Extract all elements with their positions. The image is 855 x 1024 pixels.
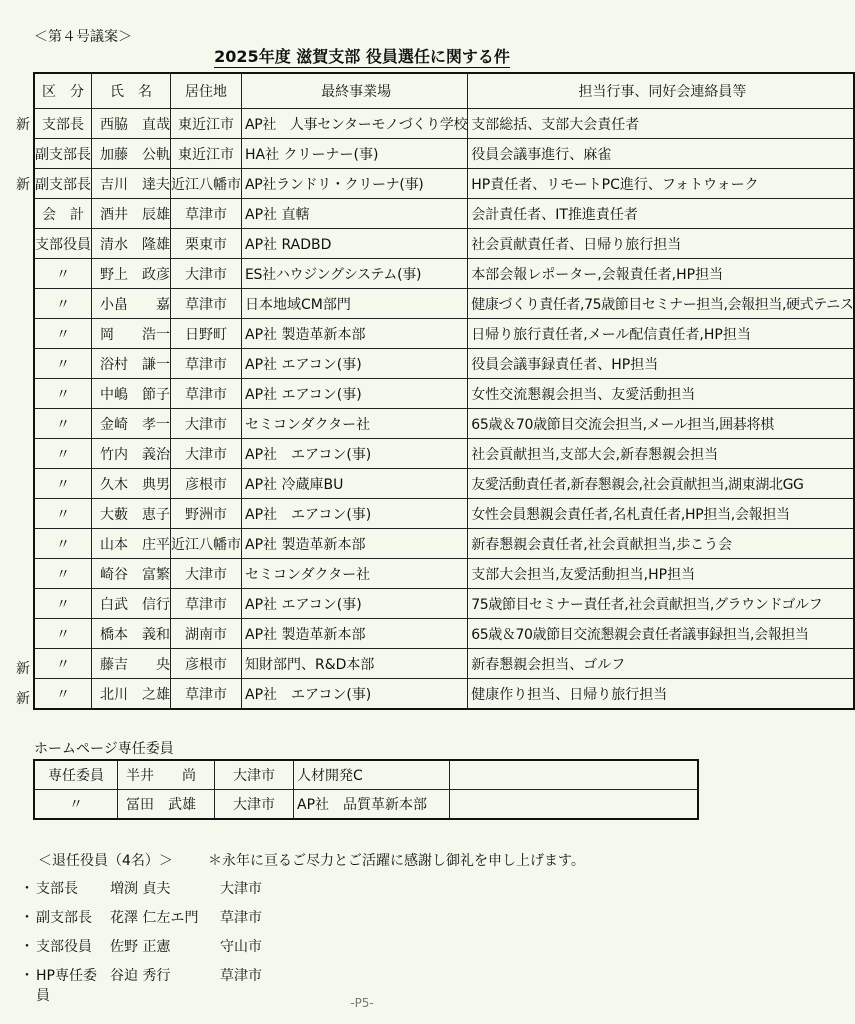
- officer-name: 小畠 嘉: [92, 289, 171, 319]
- officer-workplace: HA社 クリーナー(事): [242, 139, 468, 169]
- officer-duty: 支部総括、支部大会責任者: [468, 109, 855, 139]
- officer-name: 崎谷 富繁: [92, 559, 171, 589]
- new-officer-mark: 新: [16, 660, 30, 677]
- header-name: 氏 名: [92, 73, 171, 109]
- officer-residence: 湖南市: [171, 619, 242, 649]
- hp-name: 冨田 武雄: [118, 790, 215, 820]
- officer-name: 岡 浩一: [92, 319, 171, 349]
- table-row: [34, 469, 854, 499]
- officer-role: 〃: [34, 409, 92, 439]
- officer-workplace: セミコンダクター社: [242, 409, 468, 439]
- officer-workplace: AP社 冷蔵庫BU: [242, 469, 468, 499]
- officer-workplace: AP社 RADBD: [242, 229, 468, 259]
- retired-role: 副支部長: [36, 910, 92, 926]
- hp-workplace: AP社 品質革新本部: [294, 790, 450, 820]
- officer-duty: 本部会報レポーター,会報責任者,HP担当: [468, 259, 855, 289]
- header-residence: 居住地: [171, 73, 242, 109]
- officer-duty: 新春懇親会担当、ゴルフ: [468, 649, 855, 679]
- officer-workplace: AP社ランドリ・クリーナ(事): [242, 169, 468, 199]
- officer-residence: 彦根市: [171, 649, 242, 679]
- officer-residence: 東近江市: [171, 109, 242, 139]
- officer-residence: 草津市: [171, 289, 242, 319]
- officer-workplace: AP社 直轄: [242, 199, 468, 229]
- new-officer-mark: 新: [16, 690, 30, 707]
- officer-duty: 健康作り担当、日帰り旅行担当: [468, 679, 855, 710]
- hp-committee-table: [33, 759, 699, 820]
- table-header: [34, 73, 854, 109]
- page-title: 2025年度 滋賀支部 役員選任に関する件: [214, 47, 510, 66]
- officer-residence: 大津市: [171, 409, 242, 439]
- officer-role: 〃: [34, 559, 92, 589]
- table-row: [34, 559, 854, 589]
- hp-residence: 大津市: [215, 790, 294, 820]
- officer-name: 白武 信行: [92, 589, 171, 619]
- officers-table: [33, 72, 855, 710]
- officer-name: 金崎 孝一: [92, 409, 171, 439]
- agenda-label: ＜第４号議案＞: [34, 29, 132, 45]
- new-officer-mark: 新: [16, 117, 30, 133]
- officer-residence: 栗東市: [171, 229, 242, 259]
- hp-workplace: 人材開発C: [294, 760, 450, 790]
- officer-duty: 社会貢献担当,支部大会,新春懇親会担当: [468, 439, 855, 469]
- officer-residence: 草津市: [171, 379, 242, 409]
- officer-role: 〃: [34, 619, 92, 649]
- officer-workplace: AP社 製造革新本部: [242, 619, 468, 649]
- officer-residence: 日野町: [171, 319, 242, 349]
- officer-duty: HP責任者、リモートPC進行、フォトウォーク: [468, 169, 855, 199]
- officer-workplace: AP社 人事センターモノづくり学校: [242, 109, 468, 139]
- retired-list: [20, 878, 262, 1004]
- officer-role: 〃: [34, 469, 92, 499]
- officer-workplace: セミコンダクター社: [242, 559, 468, 589]
- table-row: [34, 199, 854, 229]
- officer-workplace: AP社 エアコン(事): [242, 439, 468, 469]
- officer-name: 大藪 恵子: [92, 499, 171, 529]
- officer-name: 藤吉 央: [92, 649, 171, 679]
- officer-role: 会 計: [34, 199, 92, 229]
- officer-name: 浴村 謙一: [92, 349, 171, 379]
- table-row: [34, 679, 854, 710]
- officer-workplace: AP社 エアコン(事): [242, 499, 468, 529]
- officer-workplace: AP社 エアコン(事): [242, 349, 468, 379]
- officer-duty: 75歳節目セミナー責任者,社会貢献担当,グラウンドゴルフ: [468, 589, 855, 619]
- retired-residence: 大津市: [220, 881, 262, 897]
- officer-role: 〃: [34, 499, 92, 529]
- officer-name: 野上 政彦: [92, 259, 171, 289]
- table-row: [34, 439, 854, 469]
- officer-workplace: 知財部門、R&D本部: [242, 649, 468, 679]
- officer-residence: 草津市: [171, 349, 242, 379]
- officer-name: 加藤 公軌: [92, 139, 171, 169]
- officer-residence: 草津市: [171, 679, 242, 710]
- bullet: ・: [20, 939, 34, 955]
- table-row: [34, 790, 698, 820]
- officer-duty: 65歳＆70歳節目交流懇親会責任者議事録担当,会報担当: [468, 619, 855, 649]
- bullet: ・: [20, 910, 34, 926]
- list-item: [20, 936, 262, 965]
- officer-workplace: AP社 製造革新本部: [242, 319, 468, 349]
- officer-residence: 東近江市: [171, 139, 242, 169]
- officer-residence: 草津市: [171, 589, 242, 619]
- officer-duty: 日帰り旅行責任者,メール配信責任者,HP担当: [468, 319, 855, 349]
- table-row: [34, 529, 854, 559]
- retired-residence: 草津市: [220, 968, 262, 984]
- table-row: [34, 319, 854, 349]
- table-row: [34, 760, 698, 790]
- hp-role: 〃: [34, 790, 118, 820]
- table-row: [34, 229, 854, 259]
- officer-residence: 大津市: [171, 559, 242, 589]
- officer-residence: 野洲市: [171, 499, 242, 529]
- hp-role: 専任委員: [34, 760, 118, 790]
- header-role: 区 分: [34, 73, 92, 109]
- retired-name: 増渕 貞夫: [110, 881, 171, 897]
- officer-role: 〃: [34, 349, 92, 379]
- table-row: [34, 349, 854, 379]
- officer-role: 〃: [34, 649, 92, 679]
- officer-duty: 支部大会担当,友愛活動担当,HP担当: [468, 559, 855, 589]
- officer-residence: 草津市: [171, 199, 242, 229]
- hp-name: 半井 尚: [118, 760, 215, 790]
- table-row: [34, 169, 854, 199]
- officer-role: 〃: [34, 439, 92, 469]
- officer-duty: 女性会員懇親会責任者,名札責任者,HP担当,会報担当: [468, 499, 855, 529]
- officer-name: 中嶋 節子: [92, 379, 171, 409]
- officer-name: 山本 庄平: [92, 529, 171, 559]
- table-row: [34, 499, 854, 529]
- hp-committee-title: ホームページ専任委員: [34, 741, 174, 757]
- officer-role: 〃: [34, 289, 92, 319]
- officer-duty: 新春懇親会責任者,社会貢献担当,歩こう会: [468, 529, 855, 559]
- header-workplace: 最終事業場: [242, 73, 468, 109]
- officer-role: 〃: [34, 589, 92, 619]
- list-item: [20, 965, 262, 1004]
- table-row: [34, 289, 854, 319]
- list-item: [20, 907, 262, 936]
- officer-residence: 近江八幡市: [171, 169, 242, 199]
- officer-role: 〃: [34, 679, 92, 710]
- officer-role: 支部長: [34, 109, 92, 139]
- thanks-note: ＊永年に亘るご尽力とご活躍に感謝し御礼を申し上げます。: [208, 853, 585, 869]
- officer-duty: 健康づくり責任者,75歳節目セミナー担当,会報担当,硬式テニス: [468, 289, 855, 319]
- officer-workplace: AP社 エアコン(事): [242, 379, 468, 409]
- retired-role: HP専任委員: [36, 968, 97, 1004]
- officer-duty: 女性交流懇親会担当、友愛活動担当: [468, 379, 855, 409]
- retired-residence: 草津市: [220, 910, 262, 926]
- officer-duty: 会計責任者、IT推進責任者: [468, 199, 855, 229]
- hp-residence: 大津市: [215, 760, 294, 790]
- table-row: [34, 619, 854, 649]
- officer-residence: 大津市: [171, 259, 242, 289]
- retired-role: 支部役員: [36, 939, 92, 955]
- table-row: [34, 259, 854, 289]
- retired-name: 花澤 仁左エ門: [110, 910, 199, 926]
- officer-duty: 役員会議事進行、麻雀: [468, 139, 855, 169]
- page-number: -P5-: [350, 996, 374, 1010]
- officer-role: 副支部長: [34, 139, 92, 169]
- table-row: [34, 649, 854, 679]
- officer-workplace: AP社 エアコン(事): [242, 589, 468, 619]
- header-duty: 担当行事、同好会連絡員等: [468, 73, 855, 109]
- officer-role: 支部役員: [34, 229, 92, 259]
- table-row: [34, 409, 854, 439]
- officer-role: 〃: [34, 319, 92, 349]
- retired-residence: 守山市: [220, 939, 262, 955]
- table-row: [34, 379, 854, 409]
- retired-title: ＜退任役員（4名）＞: [38, 853, 173, 869]
- officer-duty: 65歳＆70歳節目交流会担当,メール担当,囲碁将棋: [468, 409, 855, 439]
- new-officer-mark: 新: [16, 177, 30, 194]
- hp-duty: [450, 790, 699, 820]
- officer-role: 〃: [34, 259, 92, 289]
- officer-workplace: 日本地域CM部門: [242, 289, 468, 319]
- officer-workplace: AP社 エアコン(事): [242, 679, 468, 710]
- officer-role: 〃: [34, 529, 92, 559]
- officer-name: 久木 典男: [92, 469, 171, 499]
- officer-name: 北川 之雄: [92, 679, 171, 710]
- officer-name: 竹内 義治: [92, 439, 171, 469]
- officer-name: 橋本 義和: [92, 619, 171, 649]
- officer-duty: 役員会議事録責任者、HP担当: [468, 349, 855, 379]
- officer-residence: 彦根市: [171, 469, 242, 499]
- table-row: [34, 589, 854, 619]
- retired-name: 谷迫 秀行: [110, 968, 171, 984]
- officer-name: 西脇 直哉: [92, 109, 171, 139]
- officer-workplace: AP社 製造革新本部: [242, 529, 468, 559]
- officer-duty: 社会貢献責任者、日帰り旅行担当: [468, 229, 855, 259]
- officer-workplace: ES社ハウジングシステム(事): [242, 259, 468, 289]
- officer-name: 酒井 辰雄: [92, 199, 171, 229]
- retired-role: 支部長: [36, 881, 78, 897]
- officer-role: 〃: [34, 379, 92, 409]
- retired-name: 佐野 正憲: [110, 939, 171, 955]
- officer-name: 吉川 達夫: [92, 169, 171, 199]
- bullet: ・: [20, 968, 34, 984]
- list-item: [20, 878, 262, 907]
- officer-name: 清水 隆雄: [92, 229, 171, 259]
- table-row: [34, 109, 854, 139]
- officer-role: 副支部長: [34, 169, 92, 199]
- officer-residence: 大津市: [171, 439, 242, 469]
- table-row: [34, 139, 854, 169]
- officer-residence: 近江八幡市: [171, 529, 242, 559]
- officer-duty: 友愛活動責任者,新春懇親会,社会貢献担当,湖東湖北GG: [468, 469, 855, 499]
- hp-duty: [450, 760, 699, 790]
- bullet: ・: [20, 881, 34, 897]
